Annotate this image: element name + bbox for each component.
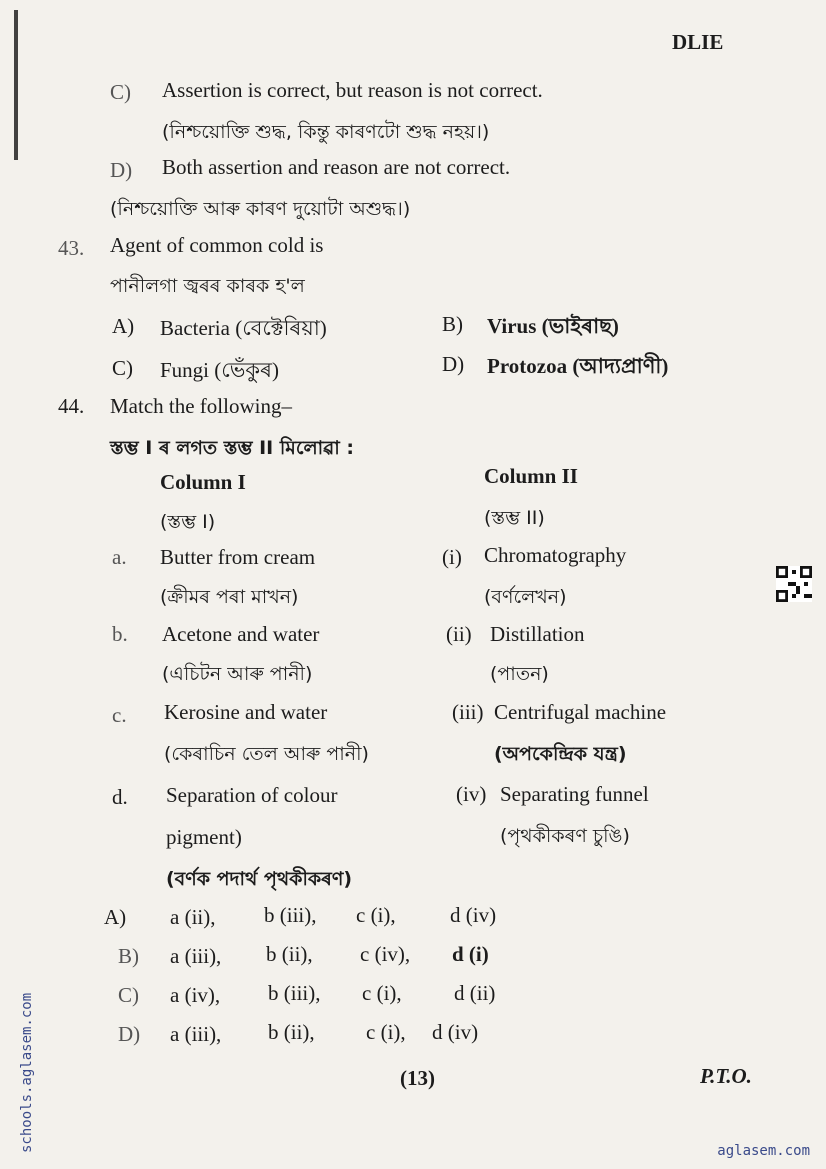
question-text: Agent of common cold is (110, 233, 324, 257)
option-text: Both assertion and reason are not correct. (162, 155, 511, 179)
column-2-item: Separating funnel (500, 782, 649, 806)
column-2-number: (i) (442, 545, 462, 569)
answer-label: D) (118, 1022, 141, 1046)
column-1-item-cont: pigment) (166, 825, 242, 849)
option-text-bn: (নিশ্চয়োক্তি আৰু কাৰণ দুয়োটা অশুদ্ধ।) (110, 198, 411, 220)
option-label: B) (442, 312, 463, 336)
side-watermark: schools.aglasem.com (19, 992, 35, 1153)
option-text: Virus (ভাইৰাছ) (487, 314, 619, 338)
answer-a: a (iii), (170, 1022, 222, 1046)
answer-c: c (i), (366, 1020, 406, 1044)
question-text: Match the following– (110, 394, 292, 418)
column-2-item: Chromatography (484, 543, 627, 567)
column-2-number: (iii) (452, 700, 484, 724)
answer-d: d (iv) (432, 1020, 479, 1044)
answer-b: b (iii), (268, 981, 321, 1005)
row-label: a. (112, 545, 127, 569)
pto-label: P.T.O. (700, 1064, 752, 1088)
question-number: 43. (58, 236, 85, 260)
answer-b: b (iii), (264, 903, 317, 927)
answer-label: A) (104, 905, 127, 929)
column-2-item-bn: (অপকেন্দ্ৰিক যন্ত্ৰ) (494, 743, 627, 765)
column-2-heading: Column II (484, 464, 578, 488)
question-text-bn: পানীলগা জ্বৰৰ কাৰক হ'ল (110, 275, 305, 297)
option-text: Fungi (ভেঁকুৰ) (160, 358, 279, 382)
option-text-bn: (নিশ্চয়োক্তি শুদ্ধ, কিন্তু কাৰণটো শুদ্ধ নহয়।) (162, 121, 490, 143)
column-1-item: Acetone and water (162, 622, 320, 646)
column-2-item-bn: (পাতন) (490, 663, 549, 685)
answer-d: d (i) (452, 942, 489, 966)
footer-watermark: aglasem.com (717, 1143, 810, 1159)
option-text: Bacteria (বেক্টেৰিয়া) (160, 316, 327, 340)
answer-a: a (iv), (170, 983, 221, 1007)
answer-a: a (ii), (170, 905, 216, 929)
option-label: D) (110, 158, 133, 182)
answer-d: d (ii) (454, 981, 496, 1005)
question-text-bn: স্তম্ভ I ৰ লগত স্তম্ভ II মিলোৱা : (110, 437, 354, 459)
column-1-item-bn: (বৰ্ণক পদাৰ্থ পৃথকীকৰণ) (166, 868, 353, 890)
qr-code-icon (776, 566, 812, 602)
margin-line (14, 10, 18, 160)
answer-a: a (iii), (170, 944, 222, 968)
paper-code: DLIE (672, 30, 724, 54)
answer-c: c (iv), (360, 942, 411, 966)
answer-b: b (ii), (268, 1020, 315, 1044)
question-number: 44. (58, 394, 85, 418)
answer-b: b (ii), (266, 942, 313, 966)
page-number: (13) (400, 1066, 435, 1090)
option-label: C) (112, 356, 133, 380)
answer-label: C) (118, 983, 139, 1007)
column-1-item-bn: (ক্ৰীমৰ পৰা মাখন) (160, 586, 299, 608)
option-text: Assertion is correct, but reason is not correct. (162, 78, 543, 102)
column-1-heading: Column I (160, 470, 246, 494)
answer-d: d (iv) (450, 903, 497, 927)
column-1-heading-bn: (স্তম্ভ I) (160, 511, 216, 533)
row-label: b. (112, 622, 128, 646)
answer-c: c (i), (356, 903, 396, 927)
column-1-item-bn: (কেৰাচিন তেল আৰু পানী) (164, 743, 369, 765)
column-2-heading-bn: (স্তম্ভ II) (484, 507, 545, 529)
row-label: d. (112, 785, 128, 809)
column-2-item: Centrifugal machine (494, 700, 667, 724)
column-2-number: (iv) (456, 782, 487, 806)
option-label: A) (112, 314, 135, 338)
column-1-item: Separation of colour (166, 783, 338, 807)
row-label: c. (112, 703, 127, 727)
column-2-number: (ii) (446, 622, 472, 646)
column-2-item-bn: (পৃথকীকৰণ চুঙি) (500, 825, 630, 847)
column-2-item-bn: (বৰ্ণলেখন) (484, 586, 567, 608)
column-2-item: Distillation (490, 622, 585, 646)
column-1-item: Kerosine and water (164, 700, 328, 724)
option-label: C) (110, 80, 131, 104)
option-label: D) (442, 352, 465, 376)
option-text: Protozoa (আদ্যপ্ৰাণী) (487, 354, 669, 378)
column-1-item-bn: (এচিটন আৰু পানী) (162, 663, 313, 685)
column-1-item: Butter from cream (160, 545, 316, 569)
answer-label: B) (118, 944, 139, 968)
answer-c: c (i), (362, 981, 402, 1005)
